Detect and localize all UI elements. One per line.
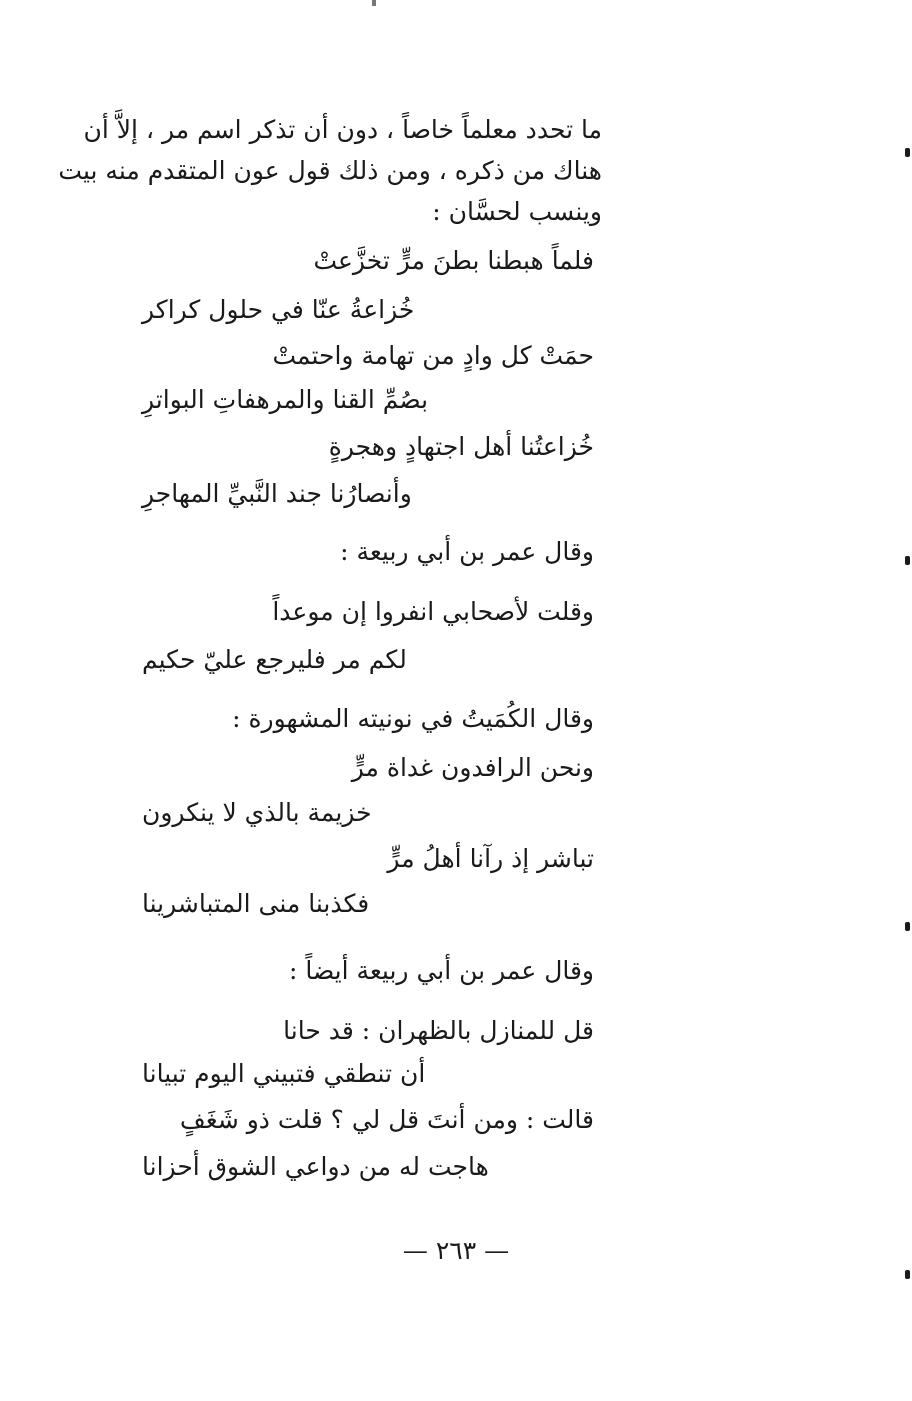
verse-second-hemistich: خزيمة بالذي لا ينكرون [142,798,372,827]
citation-intro: وقال عمر بن أبي ربيعة : [340,537,594,566]
scan-edge-mark [905,1270,910,1279]
verse-first-hemistich: خُزاعتُنا أهل اجتهادٍ وهجرةٍ [328,432,594,461]
citation-intro: وقال الكُمَيتُ في نونيته المشهورة : [232,704,594,733]
verse-first-hemistich: ونحن الرافدون غداة مرٍّ [351,753,594,782]
prose-line: وينسب لحسَّان : [432,197,602,226]
verse-second-hemistich: فكذبنا منى المتباشرينا [142,889,370,918]
verse-second-hemistich: بصُمِّ القنا والمرهفاتِ البواترِ [142,385,429,414]
prose-line: هناك من ذكره ، ومن ذلك قول عون المتقدم منه بيت [58,156,602,185]
verse-second-hemistich: خُزاعةُ عنّا في حلول كراكر [142,295,415,324]
citation-intro: وقال عمر بن أبي ربيعة أيضاً : [288,956,594,985]
verse-first-hemistich: قل للمنازل بالظهران : قد حانا [283,1016,594,1045]
page-number: — ٢٦٣ — [402,1236,510,1265]
verse-second-hemistich: لكم مر فليرجع عليّ حكيم [142,645,407,674]
verse-second-hemistich: وأنصارُنا جند النَّبيِّ المهاجرِ [142,479,412,508]
scan-edge-mark [905,556,910,565]
scan-speck [372,0,376,6]
verse-first-hemistich: حمَتْ كل وادٍ من تهامة واحتمتْ [272,341,594,370]
verse-first-hemistich: فلماً هبطنا بطنَ مرٍّ تخزَّعتْ [313,246,594,275]
verse-second-hemistich: أن تنطقي فتبيني اليوم تبيانا [142,1059,426,1088]
scan-edge-mark [905,922,910,931]
prose-line: ما تحدد معلماً خاصاً ، دون أن تذكر اسم مر ، إلاَّ أن [83,115,602,144]
verse-first-hemistich: تباشر إذ رآنا أهلُ مرٍّ [387,844,594,873]
scan-edge-mark [905,148,910,157]
verse-first-hemistich: وقلت لأصحابي انفروا إن موعداً [272,597,594,626]
verse-second-hemistich: هاجت له من دواعي الشوق أحزانا [142,1152,489,1181]
verse-first-hemistich: قالت : ومن أنتَ قل لي ؟ قلت ذو شَغَفٍ [179,1105,594,1134]
